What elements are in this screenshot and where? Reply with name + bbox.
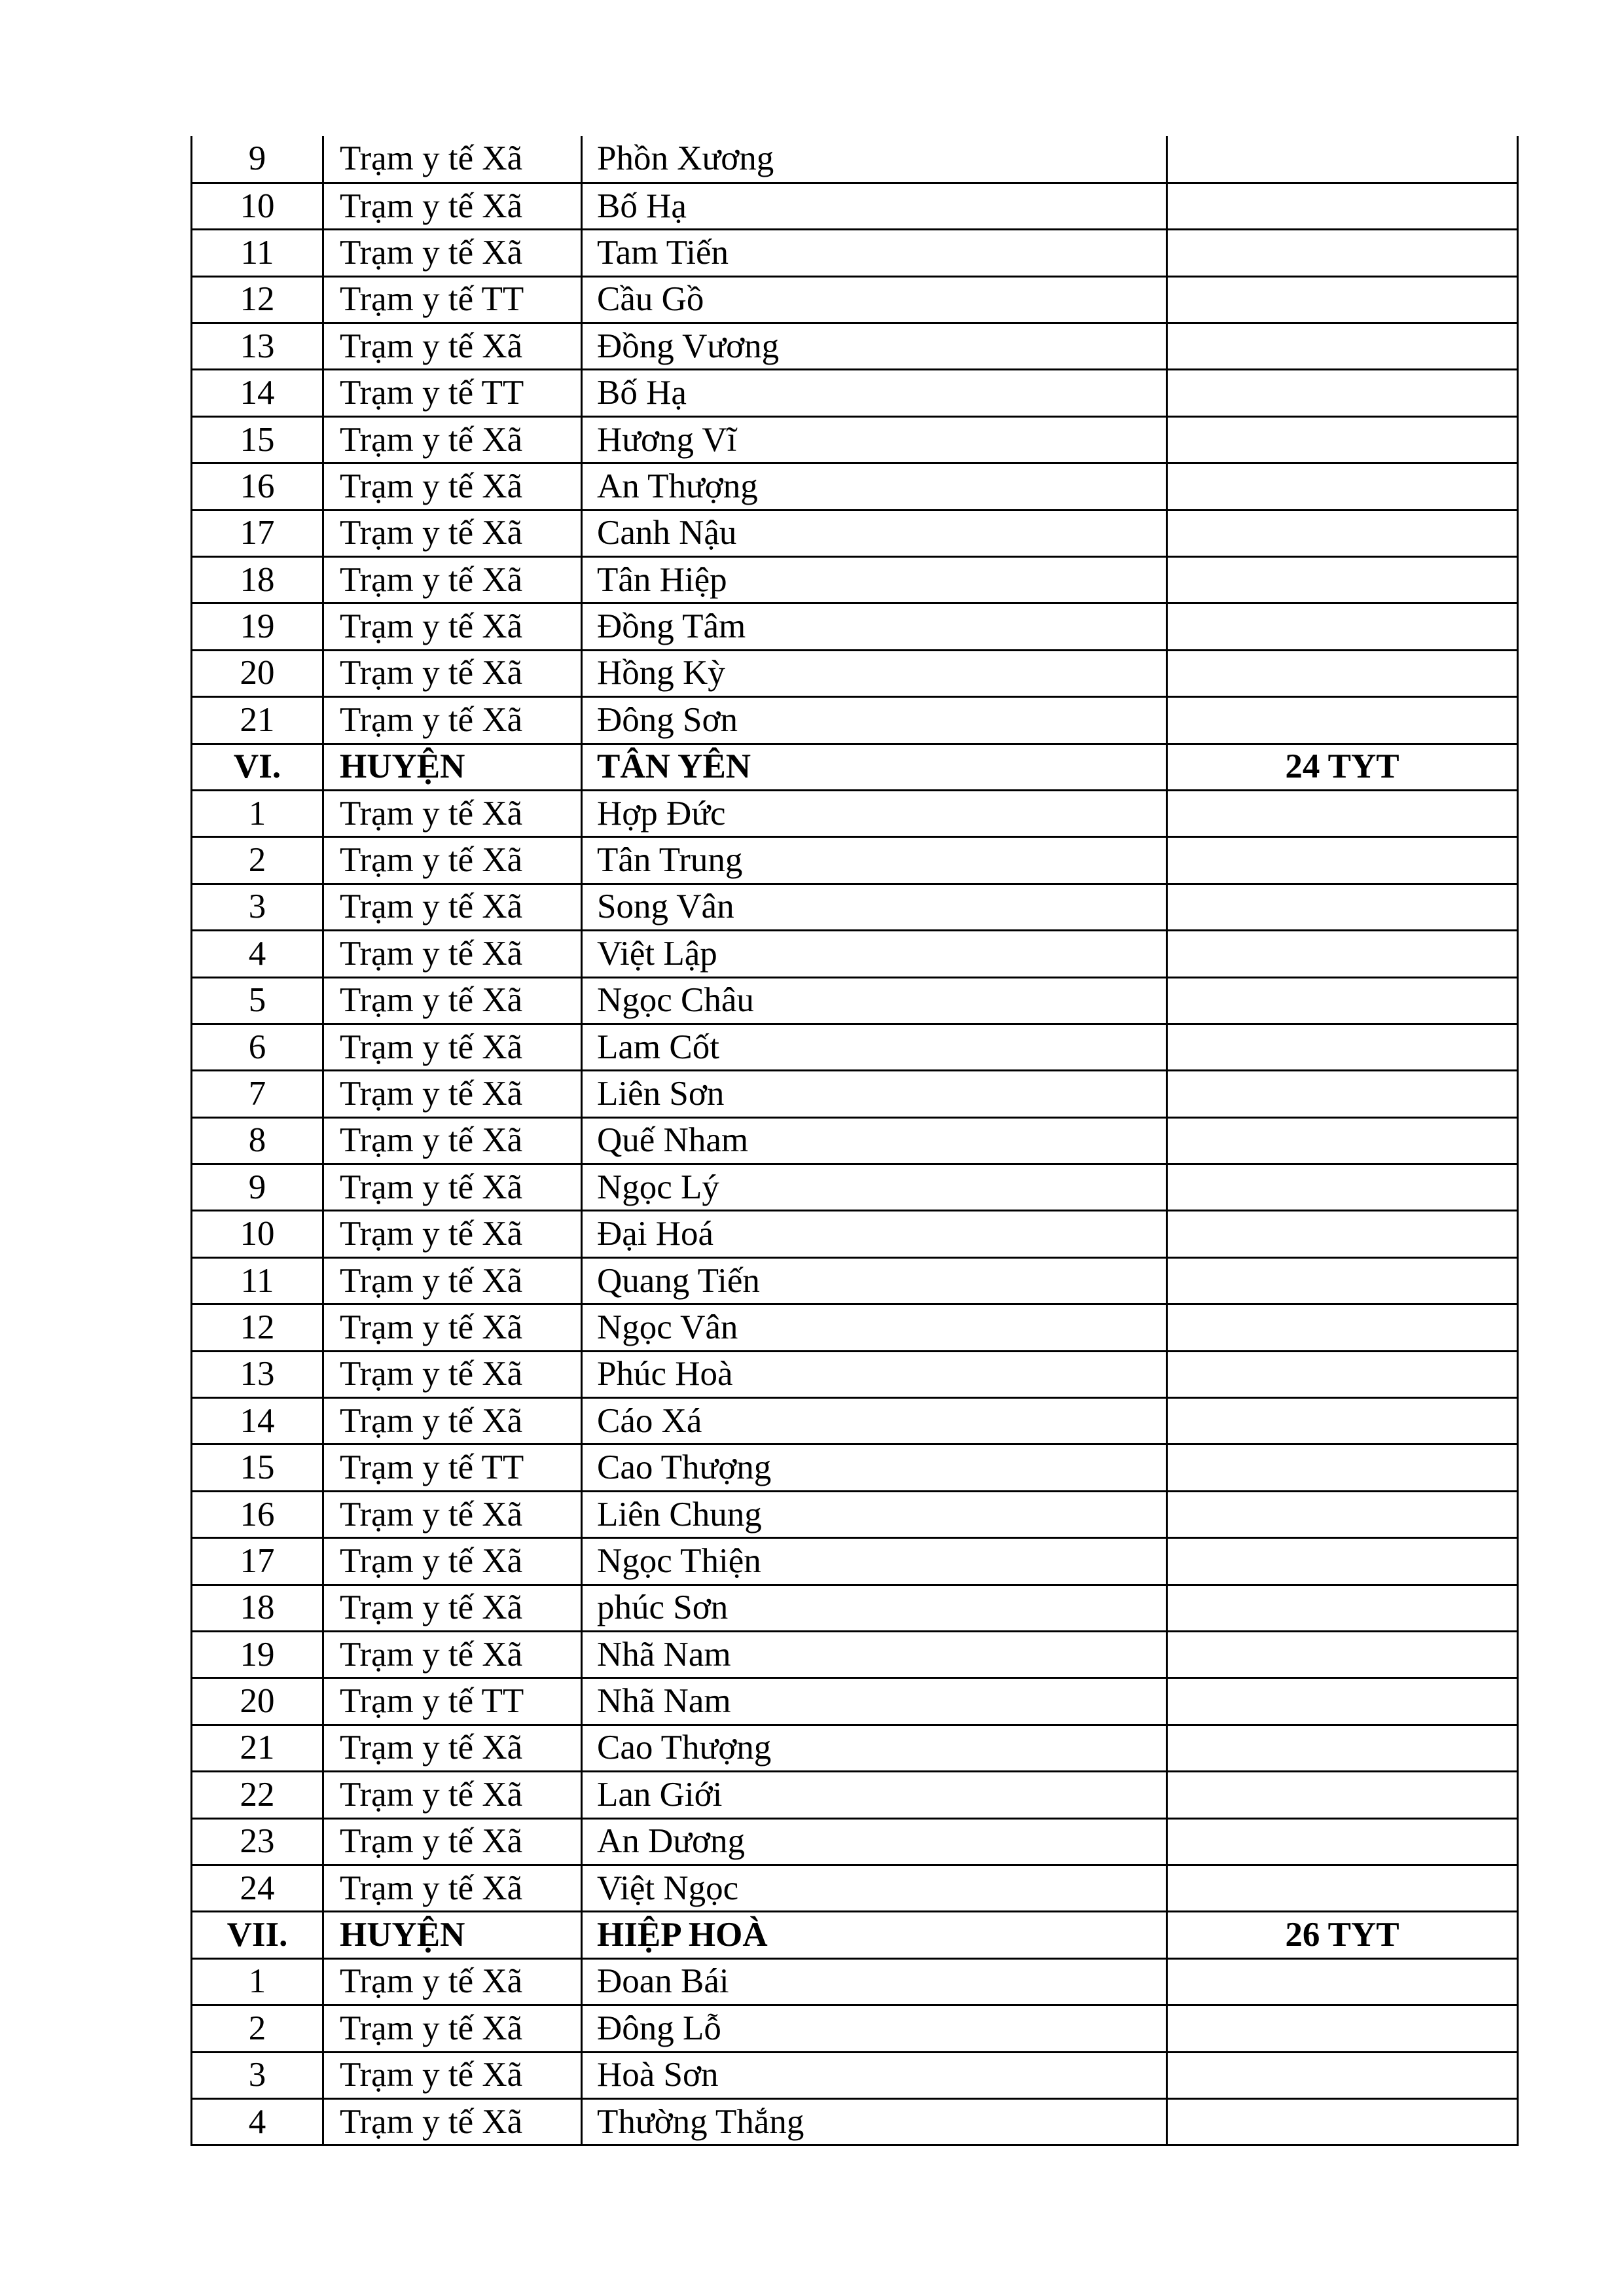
row-number-cell: 17	[192, 1538, 323, 1585]
row-number-cell: 24	[192, 1865, 323, 1911]
table-row	[192, 1772, 1518, 1818]
total-count-cell	[1167, 884, 1518, 930]
row-number-cell: 3	[192, 884, 323, 930]
table-row	[192, 603, 1518, 650]
table-row	[192, 1444, 1518, 1491]
table-row	[192, 1257, 1518, 1304]
table-row	[192, 1725, 1518, 1771]
facility-type-cell: Trạm y tế Xã	[323, 1772, 582, 1818]
facility-name-cell: HIỆP HOÀ	[582, 1912, 1167, 1958]
facility-type-cell: Trạm y tế Xã	[323, 1164, 582, 1211]
table-row	[192, 2098, 1518, 2145]
row-number-cell: 12	[192, 276, 323, 323]
facility-name-cell: Việt Lập	[582, 931, 1167, 977]
total-count-cell	[1167, 276, 1518, 323]
facility-name-cell: Đông Sơn	[582, 697, 1167, 744]
total-count-cell	[1167, 1491, 1518, 1537]
row-number-cell: 19	[192, 603, 323, 650]
total-count-cell	[1167, 1444, 1518, 1491]
total-count-cell	[1167, 1024, 1518, 1070]
table-row	[192, 1398, 1518, 1444]
row-number-cell: 1	[192, 790, 323, 836]
table-row	[192, 2052, 1518, 2098]
facility-type-cell: HUYỆN	[323, 744, 582, 790]
table-row	[192, 230, 1518, 276]
total-count-cell	[1167, 1632, 1518, 1678]
total-count-cell	[1167, 1351, 1518, 1397]
row-number-cell: 3	[192, 2052, 323, 2098]
row-number-cell: 4	[192, 931, 323, 977]
row-number-cell: 23	[192, 1818, 323, 1865]
facility-type-cell: Trạm y tế Xã	[323, 697, 582, 744]
row-number-cell: 18	[192, 557, 323, 603]
facility-type-cell: Trạm y tế Xã	[323, 416, 582, 463]
total-count-cell	[1167, 2098, 1518, 2145]
facility-name-cell: Đại Hoá	[582, 1211, 1167, 1257]
total-count-cell	[1167, 697, 1518, 744]
facility-name-cell: TÂN YÊN	[582, 744, 1167, 790]
table-row	[192, 931, 1518, 977]
table-row	[192, 697, 1518, 744]
row-number-cell: 8	[192, 1117, 323, 1164]
facility-name-cell: Hợp Đức	[582, 790, 1167, 836]
facility-type-cell: Trạm y tế Xã	[323, 2005, 582, 2052]
facility-name-cell: An Thượng	[582, 463, 1167, 510]
table-row	[192, 276, 1518, 323]
facility-name-cell: Cầu Gồ	[582, 276, 1167, 323]
row-number-cell: 7	[192, 1071, 323, 1117]
facility-type-cell: Trạm y tế TT	[323, 1678, 582, 1725]
facility-name-cell: Cao Thượng	[582, 1444, 1167, 1491]
district-header-row	[192, 1912, 1518, 1958]
total-count-cell	[1167, 463, 1518, 510]
facility-type-cell: Trạm y tế TT	[323, 276, 582, 323]
facility-type-cell: Trạm y tế Xã	[323, 1818, 582, 1865]
row-number-cell: VII.	[192, 1912, 323, 1958]
facility-name-cell: Cao Thượng	[582, 1725, 1167, 1771]
facility-name-cell: Ngọc Lý	[582, 1164, 1167, 1211]
total-count-cell	[1167, 1585, 1518, 1631]
facility-type-cell: HUYỆN	[323, 1912, 582, 1958]
facility-type-cell: Trạm y tế Xã	[323, 1725, 582, 1771]
facility-type-cell: Trạm y tế Xã	[323, 1351, 582, 1397]
facility-type-cell: Trạm y tế Xã	[323, 323, 582, 370]
total-count-cell	[1167, 650, 1518, 696]
row-number-cell: 5	[192, 977, 323, 1024]
table-row	[192, 1818, 1518, 1865]
table-row	[192, 1585, 1518, 1631]
table-row	[192, 183, 1518, 229]
total-count-cell	[1167, 183, 1518, 229]
row-number-cell: 13	[192, 323, 323, 370]
facility-name-cell: phúc Sơn	[582, 1585, 1167, 1631]
table-row	[192, 557, 1518, 603]
total-count-cell	[1167, 1304, 1518, 1351]
facility-type-cell: Trạm y tế Xã	[323, 650, 582, 696]
row-number-cell: 11	[192, 1257, 323, 1304]
facility-name-cell: Lam Cốt	[582, 1024, 1167, 1070]
facility-name-cell: Hương Vĩ	[582, 416, 1167, 463]
total-count-cell	[1167, 1725, 1518, 1771]
facility-type-cell: Trạm y tế Xã	[323, 790, 582, 836]
row-number-cell: 16	[192, 1491, 323, 1537]
total-count-cell	[1167, 370, 1518, 416]
total-count-cell	[1167, 510, 1518, 556]
row-number-cell: 9	[192, 136, 323, 183]
table-row	[192, 1164, 1518, 1211]
row-number-cell: 22	[192, 1772, 323, 1818]
row-number-cell: 6	[192, 1024, 323, 1070]
facility-type-cell: Trạm y tế Xã	[323, 1958, 582, 2005]
facility-name-cell: Song Vân	[582, 884, 1167, 930]
total-count-cell	[1167, 931, 1518, 977]
facility-name-cell: Quang Tiến	[582, 1257, 1167, 1304]
table-body	[192, 136, 1518, 2145]
row-number-cell: 18	[192, 1585, 323, 1631]
total-count-cell	[1167, 1818, 1518, 1865]
table-row	[192, 1211, 1518, 1257]
table-row	[192, 650, 1518, 696]
table-row	[192, 1538, 1518, 1585]
row-number-cell: 15	[192, 416, 323, 463]
facility-name-cell: Ngọc Châu	[582, 977, 1167, 1024]
health-station-table	[190, 136, 1519, 2146]
facility-type-cell: Trạm y tế Xã	[323, 1257, 582, 1304]
row-number-cell: 2	[192, 837, 323, 884]
facility-type-cell: Trạm y tế Xã	[323, 1585, 582, 1631]
table-row	[192, 416, 1518, 463]
facility-type-cell: Trạm y tế Xã	[323, 603, 582, 650]
total-count-cell	[1167, 837, 1518, 884]
facility-type-cell: Trạm y tế Xã	[323, 136, 582, 183]
facility-name-cell: An Dương	[582, 1818, 1167, 1865]
row-number-cell: 16	[192, 463, 323, 510]
total-count-cell	[1167, 1164, 1518, 1211]
facility-type-cell: Trạm y tế Xã	[323, 1071, 582, 1117]
total-count-cell	[1167, 1772, 1518, 1818]
total-count-cell: 26 TYT	[1167, 1912, 1518, 1958]
facility-type-cell: Trạm y tế Xã	[323, 183, 582, 229]
total-count-cell	[1167, 323, 1518, 370]
total-count-cell	[1167, 977, 1518, 1024]
facility-type-cell: Trạm y tế Xã	[323, 1304, 582, 1351]
row-number-cell: 14	[192, 370, 323, 416]
facility-name-cell: Nhã Nam	[582, 1678, 1167, 1725]
row-number-cell: 12	[192, 1304, 323, 1351]
row-number-cell: 1	[192, 1958, 323, 2005]
facility-type-cell: Trạm y tế Xã	[323, 1865, 582, 1911]
row-number-cell: 21	[192, 1725, 323, 1771]
facility-type-cell: Trạm y tế Xã	[323, 1491, 582, 1537]
row-number-cell: 9	[192, 1164, 323, 1211]
table-row	[192, 837, 1518, 884]
total-count-cell	[1167, 2052, 1518, 2098]
facility-name-cell: Phồn Xương	[582, 136, 1167, 183]
facility-type-cell: Trạm y tế Xã	[323, 2098, 582, 2145]
facility-name-cell: Bố Hạ	[582, 183, 1167, 229]
facility-type-cell: Trạm y tế Xã	[323, 463, 582, 510]
total-count-cell	[1167, 1071, 1518, 1117]
row-number-cell: 4	[192, 2098, 323, 2145]
table-row	[192, 1024, 1518, 1070]
row-number-cell: 17	[192, 510, 323, 556]
facility-name-cell: Ngọc Vân	[582, 1304, 1167, 1351]
facility-name-cell: Tân Hiệp	[582, 557, 1167, 603]
total-count-cell	[1167, 2005, 1518, 2052]
total-count-cell	[1167, 790, 1518, 836]
table-row	[192, 2005, 1518, 2052]
row-number-cell: 10	[192, 1211, 323, 1257]
facility-type-cell: Trạm y tế Xã	[323, 837, 582, 884]
facility-type-cell: Trạm y tế Xã	[323, 510, 582, 556]
facility-name-cell: Liên Sơn	[582, 1071, 1167, 1117]
facility-name-cell: Đông Lỗ	[582, 2005, 1167, 2052]
facility-name-cell: Lan Giới	[582, 1772, 1167, 1818]
row-number-cell: 13	[192, 1351, 323, 1397]
total-count-cell	[1167, 1257, 1518, 1304]
row-number-cell: 14	[192, 1398, 323, 1444]
table-row	[192, 1958, 1518, 2005]
total-count-cell	[1167, 1958, 1518, 2005]
table-row	[192, 463, 1518, 510]
table-row	[192, 790, 1518, 836]
facility-name-cell: Phúc Hoà	[582, 1351, 1167, 1397]
facility-name-cell: Tân Trung	[582, 837, 1167, 884]
facility-name-cell: Liên Chung	[582, 1491, 1167, 1537]
total-count-cell	[1167, 1117, 1518, 1164]
facility-name-cell: Bố Hạ	[582, 370, 1167, 416]
facility-type-cell: Trạm y tế Xã	[323, 2052, 582, 2098]
facility-type-cell: Trạm y tế Xã	[323, 884, 582, 930]
table-row	[192, 370, 1518, 416]
facility-name-cell: Đồng Tâm	[582, 603, 1167, 650]
row-number-cell: 19	[192, 1632, 323, 1678]
table-row	[192, 1632, 1518, 1678]
row-number-cell: 21	[192, 697, 323, 744]
row-number-cell: 11	[192, 230, 323, 276]
facility-type-cell: Trạm y tế Xã	[323, 1632, 582, 1678]
total-count-cell	[1167, 1398, 1518, 1444]
facility-name-cell: Đồng Vương	[582, 323, 1167, 370]
total-count-cell: 24 TYT	[1167, 744, 1518, 790]
row-number-cell: 10	[192, 183, 323, 229]
facility-name-cell: Hồng Kỳ	[582, 650, 1167, 696]
facility-name-cell: Cáo Xá	[582, 1398, 1167, 1444]
table-row	[192, 1351, 1518, 1397]
facility-type-cell: Trạm y tế Xã	[323, 1398, 582, 1444]
row-number-cell: 20	[192, 650, 323, 696]
row-number-cell: 15	[192, 1444, 323, 1491]
table-row	[192, 884, 1518, 930]
table-row	[192, 1071, 1518, 1117]
facility-name-cell: Ngọc Thiện	[582, 1538, 1167, 1585]
table-row	[192, 1678, 1518, 1725]
facility-name-cell: Đoan Bái	[582, 1958, 1167, 2005]
district-header-row	[192, 744, 1518, 790]
facility-type-cell: Trạm y tế Xã	[323, 931, 582, 977]
facility-name-cell: Thường Thắng	[582, 2098, 1167, 2145]
table-row	[192, 136, 1518, 183]
facility-type-cell: Trạm y tế Xã	[323, 557, 582, 603]
total-count-cell	[1167, 557, 1518, 603]
row-number-cell: 20	[192, 1678, 323, 1725]
total-count-cell	[1167, 136, 1518, 183]
total-count-cell	[1167, 1678, 1518, 1725]
facility-type-cell: Trạm y tế TT	[323, 370, 582, 416]
total-count-cell	[1167, 1211, 1518, 1257]
facility-name-cell: Canh Nậu	[582, 510, 1167, 556]
facility-type-cell: Trạm y tế TT	[323, 1444, 582, 1491]
table-row	[192, 1491, 1518, 1537]
facility-name-cell: Hoà Sơn	[582, 2052, 1167, 2098]
table-row	[192, 977, 1518, 1024]
table-row	[192, 323, 1518, 370]
facility-type-cell: Trạm y tế Xã	[323, 977, 582, 1024]
table-row	[192, 1865, 1518, 1911]
facility-type-cell: Trạm y tế Xã	[323, 1117, 582, 1164]
row-number-cell: VI.	[192, 744, 323, 790]
total-count-cell	[1167, 1538, 1518, 1585]
total-count-cell	[1167, 416, 1518, 463]
facility-type-cell: Trạm y tế Xã	[323, 1538, 582, 1585]
table-row	[192, 1117, 1518, 1164]
facility-type-cell: Trạm y tế Xã	[323, 230, 582, 276]
facility-type-cell: Trạm y tế Xã	[323, 1024, 582, 1070]
table-row	[192, 1304, 1518, 1351]
facility-name-cell: Tam Tiến	[582, 230, 1167, 276]
facility-name-cell: Nhã Nam	[582, 1632, 1167, 1678]
facility-name-cell: Quế Nham	[582, 1117, 1167, 1164]
facility-type-cell: Trạm y tế Xã	[323, 1211, 582, 1257]
facility-name-cell: Việt Ngọc	[582, 1865, 1167, 1911]
total-count-cell	[1167, 230, 1518, 276]
table-row	[192, 510, 1518, 556]
total-count-cell	[1167, 1865, 1518, 1911]
total-count-cell	[1167, 603, 1518, 650]
row-number-cell: 2	[192, 2005, 323, 2052]
